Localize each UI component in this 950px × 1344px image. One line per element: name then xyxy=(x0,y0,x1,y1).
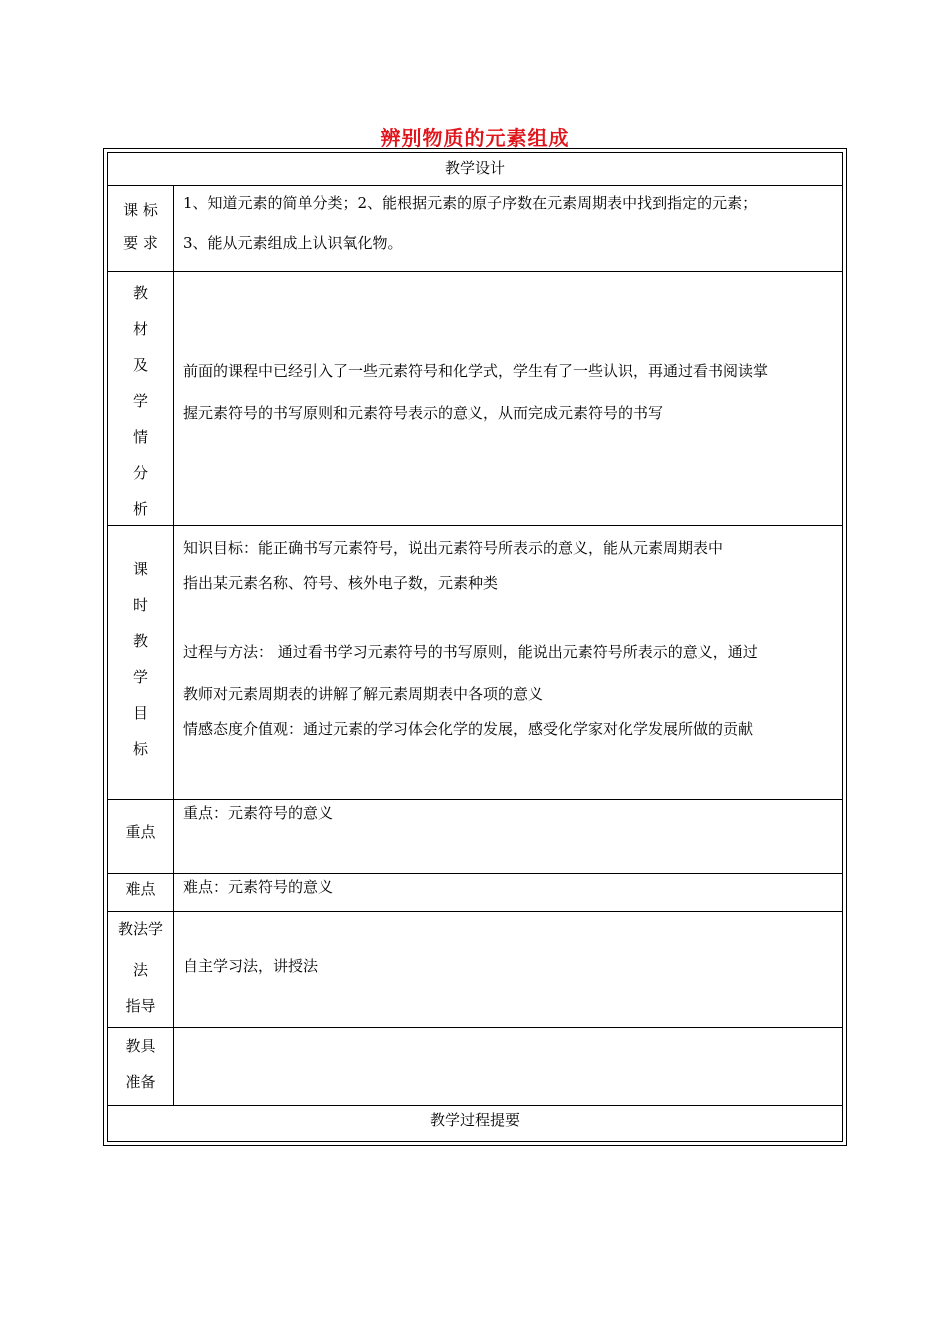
method-content: 自主学习法，讲授法 xyxy=(183,957,319,975)
standard-line2: 3、能从元素组成上认识氧化物。 xyxy=(183,234,403,252)
row-divider xyxy=(108,1027,842,1028)
column-divider xyxy=(173,185,174,1105)
analysis-label-char: 析 xyxy=(132,500,148,518)
analysis-label-char: 及 xyxy=(132,356,148,374)
row-divider xyxy=(108,525,842,526)
analysis-label-char: 教 xyxy=(132,284,148,302)
row-divider xyxy=(108,271,842,272)
standard-label-line1: 课 标 xyxy=(123,201,158,219)
objectives-label-char: 标 xyxy=(132,740,148,758)
knowledge-goal-line1: 知识目标：能正确书写元素符号，说出元素符号所表示的意义，能从元素周期表中 xyxy=(183,539,724,557)
tools-label-line1: 教具 xyxy=(125,1037,156,1055)
analysis-label-char: 情 xyxy=(132,428,148,446)
standard-line1: 1、知道元素的简单分类；2、能根据元素的原子序数在元素周期表中找到指定的元素； xyxy=(183,194,758,212)
objectives-label-char: 学 xyxy=(132,668,148,686)
method-label-line1: 教法学 xyxy=(117,920,163,938)
analysis-label-char: 材 xyxy=(132,320,148,338)
key-point-content: 重点：元素符号的意义 xyxy=(183,804,334,822)
analysis-line2: 握元素符号的书写原则和元素符号表示的意义，从而完成元素符号的书写 xyxy=(183,404,664,422)
row-divider xyxy=(108,1105,842,1106)
knowledge-goal-line2: 指出某元素名称、符号、核外电子数，元素种类 xyxy=(183,574,499,592)
objectives-label-char: 目 xyxy=(132,704,148,722)
row-divider xyxy=(108,873,842,874)
analysis-label-char: 分 xyxy=(132,464,148,482)
table-header: 教学设计 xyxy=(444,159,505,177)
analysis-label xyxy=(108,275,173,527)
process-goal-line1: 过程与方法： 通过看书学习元素符号的书写原则，能说出元素符号所表示的意义，通过 xyxy=(183,643,758,661)
lesson-plan-table xyxy=(107,152,843,1142)
key-point-label: 重点 xyxy=(125,823,156,841)
objectives-label xyxy=(108,551,173,767)
standard-label-line2: 要 求 xyxy=(123,234,158,252)
row-divider xyxy=(108,799,842,800)
method-label-line2: 法 xyxy=(132,961,148,979)
objectives-label-char: 教 xyxy=(132,632,148,650)
table-footer: 教学过程提要 xyxy=(429,1111,520,1129)
row-divider xyxy=(108,911,842,912)
emotion-goal: 情感态度介值观：通过元素的学习体会化学的发展，感受化学家对化学发展所做的贡献 xyxy=(183,720,754,738)
difficulty-content: 难点：元素符号的意义 xyxy=(183,878,334,896)
method-label-line3: 指导 xyxy=(125,997,156,1015)
analysis-label-char: 学 xyxy=(132,392,148,410)
document-title: 辨别物质的元素组成 xyxy=(380,126,570,150)
tools-label-line2: 准备 xyxy=(125,1073,156,1091)
difficulty-label: 难点 xyxy=(125,880,156,898)
objectives-label-char: 课 xyxy=(132,560,148,578)
row-divider xyxy=(108,185,842,186)
process-goal-line2: 教师对元素周期表的讲解了解元素周期表中各项的意义 xyxy=(183,685,544,703)
objectives-label-char: 时 xyxy=(132,596,148,614)
analysis-line1: 前面的课程中已经引入了一些元素符号和化学式，学生有了一些认识，再通过看书阅读掌 xyxy=(183,362,769,380)
